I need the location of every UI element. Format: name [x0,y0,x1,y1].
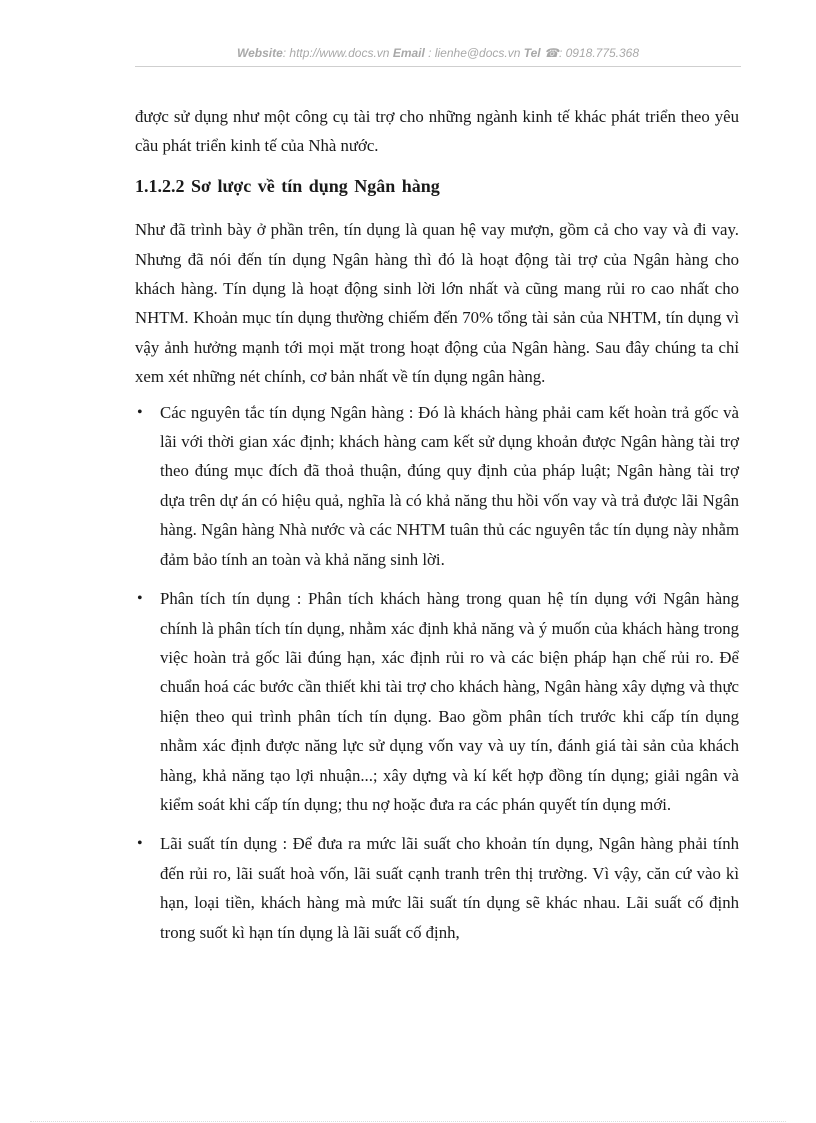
tel-label: Tel [523,46,541,60]
intro-paragraph: được sử dụng như một công cụ tài trợ cho những ngành kinh tế khác phát triển theo yêu cầu phát triển kinh tế của Nhà nước. [135,107,739,156]
email-value: : lienhe@docs.vn [428,46,521,60]
list-item-text: Phân tích tín dụng : Phân tích khách hàng trong quan hệ tín dụng với Ngân hàng chính là phân tích tín dụng, nhằm xác định khả năng và ý muốn của khách hàng trong việc hoàn trả gốc lãi đúng hạn, xác định rủi ro và các biện pháp hạn chế rủi ro. Để chuẩn hoá các bước cần thiết khi tài trợ cho khách hàng, Ngân hàng xây dựng và thực hiện theo qui trình phân tích tín dụng. Bao gồm phân tích trước khi cấp tín dụng nhằm xác định được năng lực sử dụng vốn vay và uy tín, đánh giá tài sản của khách hàng, khả năng tạo lợi nhuận...; xây dựng và kí kết hợp đồng tín dụng; giải ngân và kiểm soát khi cấp tín dụng; thu nợ hoặc đưa ra các phán quyết tín dụng mới. [160,589,739,814]
bullet-icon: • [137,403,143,421]
bullet-icon: • [137,835,143,853]
website-value: : http://www.docs.vn [282,46,390,60]
header-divider [135,66,741,67]
phone-icon: ☎ [544,46,559,60]
list-item-text: Các nguyên tắc tín dụng Ngân hàng : Đó là khách hàng phải cam kết hoàn trả gốc và lãi với thời gian xác định; khách hàng cam kết sử dụng khoản được Ngân hàng tài trợ theo đúng mục đích đã thoả thuận, đúng quy định của pháp luật; Ngân hàng tài trợ dựa trên dự án có hiệu quả, nghĩa là có khả năng thu hồi vốn vay và trả được lãi Ngân hàng. Ngân hàng Nhà nước và các NHTM tuân thủ các nguyên tắc tín dụng này nhằm đảm bảo tính an toàn và khả năng sinh lời. [160,402,739,569]
email-label: Email [392,46,425,60]
website-label: Website [236,46,283,60]
section-heading: 1.1.2.2 Sơ lược về tín dụng Ngân hàng [135,175,440,196]
tel-value: : 0918.775.368 [558,46,640,60]
list-item [135,829,739,947]
bullet-list [135,398,739,947]
footer-divider [30,1121,786,1122]
overview-paragraph: Như đã trình bày ở phần trên, tín dụng là quan hệ vay mượn, gồm cả cho vay và đi vay. Nhưng đã nói đến tín dụng Ngân hàng thì đó là hoạt động tài trợ của Ngân hàng cho khách hàng. Tín dụng là hoạt động sinh lời lớn nhất và cũng mang rủi ro cao nhất cho NHTM. Khoản mục tín dụng thường chiếm đến 70% tổng tài sản của NHTM, tín dụng vì vậy ảnh hưởng mạnh tới mọi mặt trong hoạt động của Ngân hàng. Sau đây chúng ta chỉ xem xét những nét chính, cơ bản nhất về tín dụng ngân hàng. [135,220,739,387]
bullet-icon: • [137,590,143,608]
list-item-text: Lãi suất tín dụng : Để đưa ra mức lãi suất cho khoản tín dụng, Ngân hàng phải tính đến rủi ro, lãi suất hoà vốn, lãi suất cạnh tranh trên thị trường. Vì vậy, căn cứ vào kì hạn, loại tiền, khách hàng mà mức lãi suất tín dụng sẽ khác nhau. Lãi suất cố định trong suốt kì hạn tín dụng là lãi suất cố định, [160,834,739,942]
list-item [135,584,739,819]
document-body [135,102,739,957]
page-header [135,46,741,60]
list-item [135,398,739,574]
